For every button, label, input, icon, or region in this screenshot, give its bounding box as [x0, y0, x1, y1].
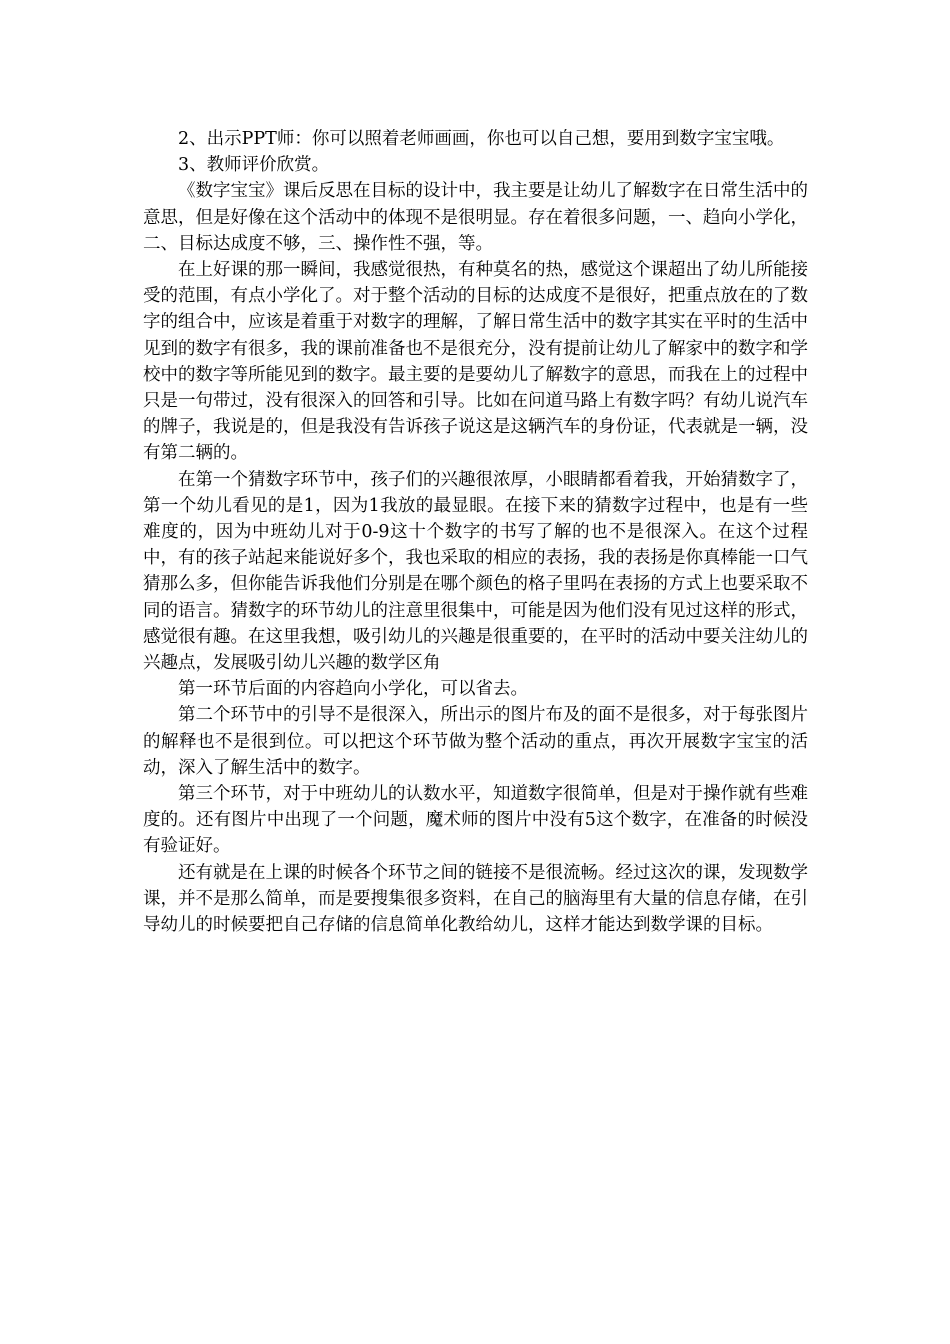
paragraph-third-section: 第三个环节，对于中班幼儿的认数水平，知道数字很简单，但是对于操作就有些难度的。还有图片中出现了一个问题，魔术师的图片中没有5这个数字，在准备的时候没有验证好。	[143, 784, 808, 857]
paragraph-second-section: 第二个环节中的引导不是很深入，所出示的图片布及的面不是很多，对于每张图片的解释也不是很到位。可以把这个环节做为整个活动的重点，再次开展数字宝宝的活动，深入了解生活中的数字。	[143, 705, 808, 778]
paragraph-step-2: 2、出示PPT师：你可以照着老师画画，你也可以自己想，要用到数字宝宝哦。	[178, 129, 785, 149]
paragraph-first-section: 在第一个猜数字环节中，孩子们的兴趣很浓厚，小眼睛都看着我，开始猜数字了，第一个幼儿看见的是1，因为1我放的最显眼。在接下来的猜数字过程中，也是有一些难度的，因为中班幼儿对于0-9这十个数字的书写了解的也不是很深入。在这个过程中，有的孩子站起来能说好多个，我也采取的相应的表扬，我的表扬是你真棒能一口气猜那么多，但你能告诉我他们分别是在哪个颜色的格子里吗在表扬的方式上也要采取不同的语言。猜数字的环节幼儿的注意里很集中，可能是因为他们没有见过这样的形式，感觉很有趣。在这里我想，吸引幼儿的兴趣是很重要的，在平时的活动中要关注幼儿的兴趣点，发展吸引幼儿兴趣的数学区角	[143, 469, 808, 674]
paragraph-class-experience: 在上好课的那一瞬间，我感觉很热，有种莫名的热，感觉这个课超出了幼儿所能接受的范围，有点小学化了。对于整个活动的目标的达成度不是很好，把重点放在的了数字的组合中，应该是着重于对数字的理解，了解日常生活中的数字其实在平时的生活中见到的数字有很多，我的课前准备也不是很充分，没有提前让幼儿了解家中的数字和学校中的数字等所能见到的数字。最主要的是要幼儿了解数字的意思，而我在上的过程中只是一句带过，没有很深入的回答和引导。比如在问道马路上有数字吗？有幼儿说汽车的牌子，我说是的，但是我没有告诉孩子说这是这辆汽车的身份证，代表就是一辆，没有第二辆的。	[143, 260, 808, 464]
paragraph-conclusion: 还有就是在上课的时候各个环节之间的链接不是很流畅。经过这次的课，发现数学课，并不是那么简单，而是要搜集很多资料，在自己的脑海里有大量的信息存储，在引导幼儿的时候要把自己存储的信息简单化教给幼儿，这样才能达到数学课的目标。	[143, 862, 808, 936]
document-body	[143, 126, 808, 938]
paragraph-step-3: 3、教师评价欣赏。	[178, 155, 330, 176]
paragraph-first-section-note: 第一环节后面的内容趋向小学化，可以省去。	[178, 679, 528, 700]
paragraph-reflection-intro: 《数字宝宝》课后反思在目标的设计中，我主要是让幼儿了解数字在日常生活中的意思，但是好像在这个活动中的体现不是很明显。存在着很多问题，一、趋向小学化，二、目标达成度不够，三、操作性不强，等。	[143, 181, 808, 254]
